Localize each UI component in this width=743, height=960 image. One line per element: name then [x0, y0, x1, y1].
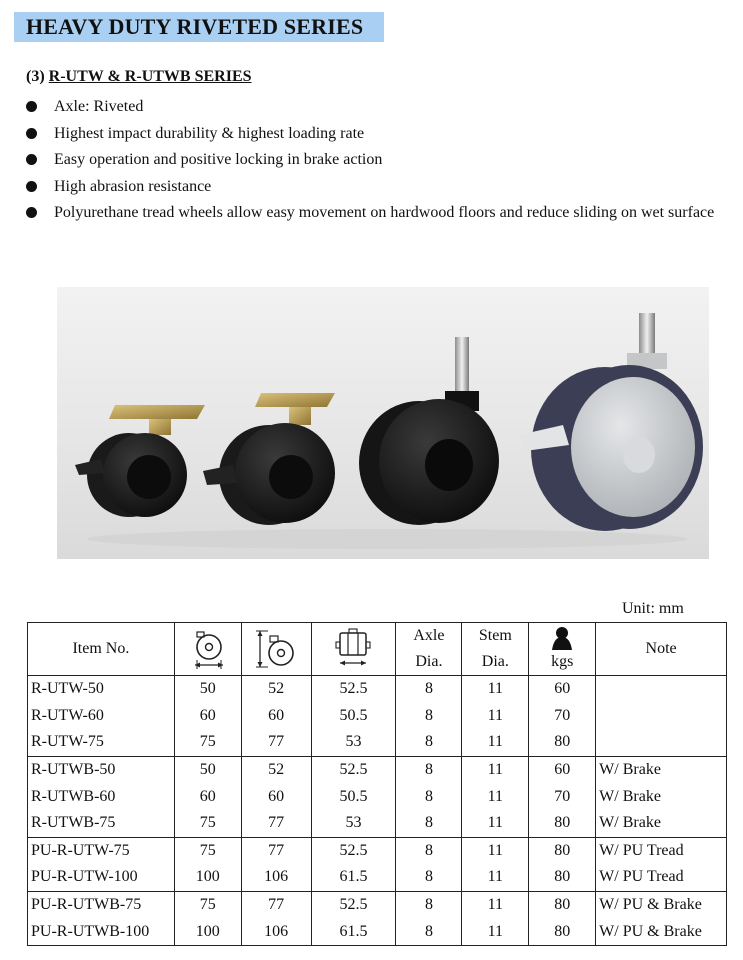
- feature-item: Easy operation and positive locking in brake action: [26, 147, 738, 174]
- load-cell: 80: [529, 810, 596, 837]
- header-overall-height: [241, 623, 311, 676]
- table-row: [28, 783, 727, 810]
- page-title: HEAVY DUTY RIVETED SERIES: [26, 14, 364, 39]
- table-row: [28, 864, 727, 891]
- axle-diameter-cell: 8: [396, 756, 462, 783]
- table-row: [28, 756, 727, 783]
- series-number: (3): [26, 68, 45, 85]
- wheel-width-cell: 50.5: [311, 783, 396, 810]
- bullet-icon: [26, 101, 37, 112]
- wheel-diameter-cell: 60: [174, 703, 241, 730]
- item-no-cell: R-UTWB-75: [28, 810, 175, 837]
- load-cell: 80: [529, 891, 596, 918]
- wheel-width-cell: 61.5: [311, 918, 396, 945]
- note-cell: W/ Brake: [596, 783, 727, 810]
- stem-diameter-cell: 11: [462, 837, 529, 864]
- feature-list: [26, 94, 738, 227]
- series-heading: [26, 68, 252, 86]
- load-cell: 80: [529, 837, 596, 864]
- wheel-diameter-cell: 75: [174, 891, 241, 918]
- overall-height-cell: 77: [241, 891, 311, 918]
- header-load: [529, 623, 596, 676]
- header-note: Note: [596, 623, 727, 676]
- item-no-cell: R-UTWB-60: [28, 783, 175, 810]
- header-item-no: Item No.: [28, 623, 175, 676]
- stem-diameter-cell: 11: [462, 810, 529, 837]
- wheel-diameter-cell: 75: [174, 729, 241, 756]
- load-unit: kgs: [551, 653, 574, 670]
- bullet-icon: [26, 154, 37, 165]
- axle-diameter-cell: 8: [396, 864, 462, 891]
- header-axle-diameter: Axle Dia.: [396, 623, 462, 676]
- wheel-width-cell: 52.5: [311, 756, 396, 783]
- bullet-icon: [26, 128, 37, 139]
- load-cell: 60: [529, 756, 596, 783]
- wheel-diameter-cell: 100: [174, 918, 241, 945]
- wheel-width-cell: 52.5: [311, 891, 396, 918]
- note-cell: [596, 729, 727, 756]
- wheel-width-icon: [332, 627, 376, 671]
- overall-height-cell: 52: [241, 756, 311, 783]
- item-no-cell: R-UTWB-50: [28, 756, 175, 783]
- overall-height-cell: 77: [241, 837, 311, 864]
- table-row: [28, 676, 727, 703]
- wheel-width-cell: 61.5: [311, 864, 396, 891]
- table-row: [28, 837, 727, 864]
- axle-diameter-cell: 8: [396, 918, 462, 945]
- note-cell: [596, 703, 727, 730]
- load-weight-icon: [550, 626, 574, 652]
- overall-height-cell: 60: [241, 703, 311, 730]
- feature-item: Highest impact durability & highest loading rate: [26, 121, 738, 148]
- table-row: [28, 729, 727, 756]
- wheel-diameter-cell: 75: [174, 837, 241, 864]
- wheel-width-cell: 50.5: [311, 703, 396, 730]
- overall-height-cell: 52: [241, 676, 311, 703]
- wheel-diameter-icon: [189, 627, 227, 671]
- bullet-icon: [26, 207, 37, 218]
- note-cell: W/ PU Tread: [596, 837, 727, 864]
- wheel-diameter-cell: 50: [174, 676, 241, 703]
- table-header-row: [28, 623, 727, 676]
- overall-height-icon: [254, 627, 298, 671]
- axle-diameter-cell: 8: [396, 729, 462, 756]
- load-cell: 60: [529, 676, 596, 703]
- stem-diameter-cell: 11: [462, 703, 529, 730]
- header-wheel-diameter: [174, 623, 241, 676]
- overall-height-cell: 106: [241, 918, 311, 945]
- bullet-icon: [26, 181, 37, 192]
- spec-table-body: [28, 676, 727, 946]
- table-row: [28, 703, 727, 730]
- item-no-cell: PU-R-UTW-100: [28, 864, 175, 891]
- item-no-cell: R-UTW-60: [28, 703, 175, 730]
- feature-item: High abrasion resistance: [26, 174, 738, 201]
- wheel-width-cell: 53: [311, 729, 396, 756]
- wheel-width-cell: 52.5: [311, 676, 396, 703]
- table-row: [28, 918, 727, 945]
- series-name: R-UTW & R-UTWB SERIES: [48, 68, 252, 85]
- stem-diameter-cell: 11: [462, 676, 529, 703]
- wheel-width-cell: 53: [311, 810, 396, 837]
- stem-diameter-cell: 11: [462, 729, 529, 756]
- item-no-cell: PU-R-UTWB-75: [28, 891, 175, 918]
- load-cell: 70: [529, 703, 596, 730]
- load-cell: 80: [529, 729, 596, 756]
- note-cell: W/ PU & Brake: [596, 918, 727, 945]
- wheel-diameter-cell: 100: [174, 864, 241, 891]
- load-cell: 80: [529, 864, 596, 891]
- note-cell: W/ Brake: [596, 756, 727, 783]
- note-cell: W/ Brake: [596, 810, 727, 837]
- load-cell: 70: [529, 783, 596, 810]
- header-stem-diameter: Stem Dia.: [462, 623, 529, 676]
- wheel-diameter-cell: 75: [174, 810, 241, 837]
- product-photo: [57, 287, 709, 559]
- note-cell: [596, 676, 727, 703]
- overall-height-cell: 77: [241, 729, 311, 756]
- overall-height-cell: 60: [241, 783, 311, 810]
- axle-diameter-cell: 8: [396, 837, 462, 864]
- axle-diameter-cell: 8: [396, 891, 462, 918]
- note-cell: W/ PU & Brake: [596, 891, 727, 918]
- wheel-width-cell: 52.5: [311, 837, 396, 864]
- stem-diameter-cell: 11: [462, 891, 529, 918]
- item-no-cell: R-UTW-50: [28, 676, 175, 703]
- overall-height-cell: 77: [241, 810, 311, 837]
- spec-table: [27, 622, 727, 946]
- axle-diameter-cell: 8: [396, 810, 462, 837]
- stem-diameter-cell: 11: [462, 783, 529, 810]
- load-cell: 80: [529, 918, 596, 945]
- table-row: [28, 810, 727, 837]
- note-cell: W/ PU Tread: [596, 864, 727, 891]
- item-no-cell: PU-R-UTW-75: [28, 837, 175, 864]
- wheel-diameter-cell: 50: [174, 756, 241, 783]
- stem-diameter-cell: 11: [462, 756, 529, 783]
- stem-diameter-cell: 11: [462, 864, 529, 891]
- table-row: [28, 891, 727, 918]
- item-no-cell: R-UTW-75: [28, 729, 175, 756]
- axle-diameter-cell: 8: [396, 783, 462, 810]
- unit-label: Unit: mm: [622, 600, 684, 617]
- overall-height-cell: 106: [241, 864, 311, 891]
- item-no-cell: PU-R-UTWB-100: [28, 918, 175, 945]
- feature-item: Axle: Riveted: [26, 94, 738, 121]
- wheel-diameter-cell: 60: [174, 783, 241, 810]
- stem-diameter-cell: 11: [462, 918, 529, 945]
- axle-diameter-cell: 8: [396, 703, 462, 730]
- feature-item: Polyurethane tread wheels allow easy movement on hardwood floors and reduce sliding on wet surface: [26, 200, 738, 227]
- header-wheel-width: [311, 623, 396, 676]
- axle-diameter-cell: 8: [396, 676, 462, 703]
